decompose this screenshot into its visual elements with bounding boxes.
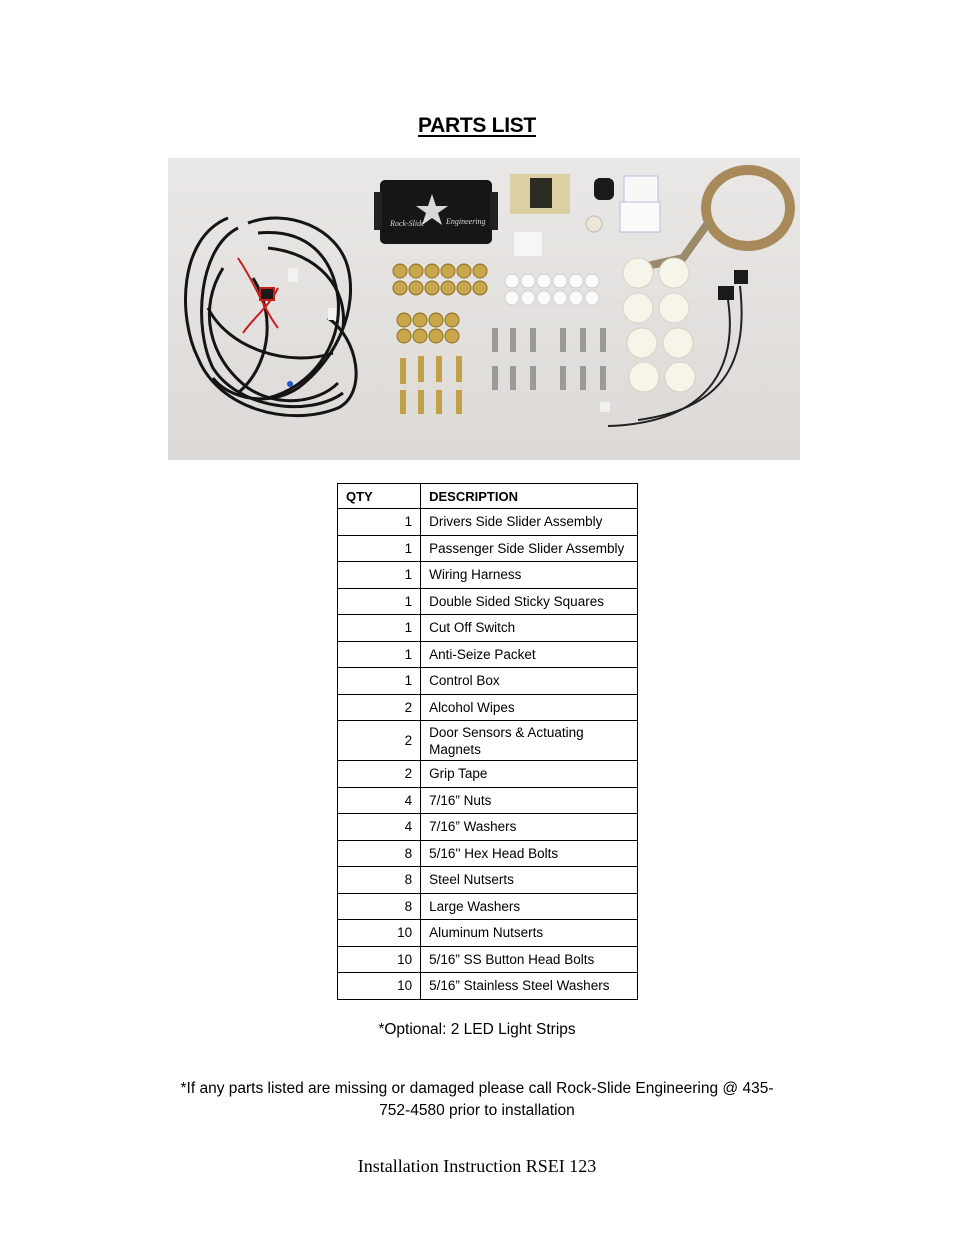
header-description: DESCRIPTION	[421, 484, 638, 509]
qty-cell: 4	[338, 814, 421, 841]
qty-cell: 8	[338, 867, 421, 894]
table-row	[338, 920, 638, 947]
qty-cell: 1	[338, 615, 421, 642]
description-cell: 5/16” Stainless Steel Washers	[421, 973, 638, 1000]
qty-cell: 10	[338, 973, 421, 1000]
description-cell: Large Washers	[421, 893, 638, 920]
svg-text:Rock-Slide: Rock-Slide	[390, 219, 425, 228]
description-cell: 5/16'' Hex Head Bolts	[421, 840, 638, 867]
description-cell: 5/16” SS Button Head Bolts	[421, 946, 638, 973]
qty-cell: 10	[338, 920, 421, 947]
missing-parts-note: *If any parts listed are missing or damaged please call Rock-Slide Engineering @ 435-752-4580 prior to installation	[180, 1080, 774, 1119]
table-row	[338, 668, 638, 695]
qty-cell: 4	[338, 787, 421, 814]
svg-text:Engineering: Engineering	[446, 217, 486, 226]
qty-cell: 8	[338, 840, 421, 867]
qty-cell: 10	[338, 946, 421, 973]
table-row	[338, 588, 638, 615]
description-cell: Wiring Harness	[421, 562, 638, 589]
table-header-row	[338, 484, 638, 509]
qty-cell: 2	[338, 721, 421, 761]
table-row	[338, 867, 638, 894]
table-row	[338, 893, 638, 920]
parts-kit-photo	[168, 158, 800, 460]
table-row	[338, 694, 638, 721]
description-cell: Cut Off Switch	[421, 615, 638, 642]
qty-cell: 1	[338, 509, 421, 536]
qty-cell: 1	[338, 535, 421, 562]
description-cell: Drivers Side Slider Assembly	[421, 509, 638, 536]
table-row	[338, 814, 638, 841]
table-row	[338, 946, 638, 973]
table-row	[338, 562, 638, 589]
table-row	[338, 787, 638, 814]
description-cell: 7/16” Washers	[421, 814, 638, 841]
table-row	[338, 761, 638, 788]
description-cell: Passenger Side Slider Assembly	[421, 535, 638, 562]
description-cell: Grip Tape	[421, 761, 638, 788]
description-cell: Door Sensors & Actuating Magnets	[421, 721, 638, 761]
qty-cell: 1	[338, 668, 421, 695]
qty-cell: 1	[338, 562, 421, 589]
description-cell: Control Box	[421, 668, 638, 695]
description-cell: 7/16” Nuts	[421, 787, 638, 814]
table-row	[338, 615, 638, 642]
qty-cell: 8	[338, 893, 421, 920]
description-cell: Steel Nutserts	[421, 867, 638, 894]
table-row	[338, 509, 638, 536]
qty-cell: 1	[338, 641, 421, 668]
table-row	[338, 840, 638, 867]
control-box-image	[374, 180, 498, 244]
parts-table	[337, 483, 638, 1000]
optional-note: *Optional: 2 LED Light Strips	[378, 1021, 576, 1038]
qty-cell: 2	[338, 761, 421, 788]
description-cell: Anti-Seize Packet	[421, 641, 638, 668]
table-row	[338, 535, 638, 562]
description-cell: Aluminum Nutserts	[421, 920, 638, 947]
page-footer: Installation Instruction RSEI 123	[357, 1156, 597, 1176]
page-title: PARTS LIST	[418, 114, 536, 137]
description-cell: Double Sided Sticky Squares	[421, 588, 638, 615]
table-row	[338, 973, 638, 1000]
qty-cell: 1	[338, 588, 421, 615]
table-row	[338, 641, 638, 668]
table-row	[338, 721, 638, 761]
header-qty: QTY	[338, 484, 421, 509]
qty-cell: 2	[338, 694, 421, 721]
description-cell: Alcohol Wipes	[421, 694, 638, 721]
